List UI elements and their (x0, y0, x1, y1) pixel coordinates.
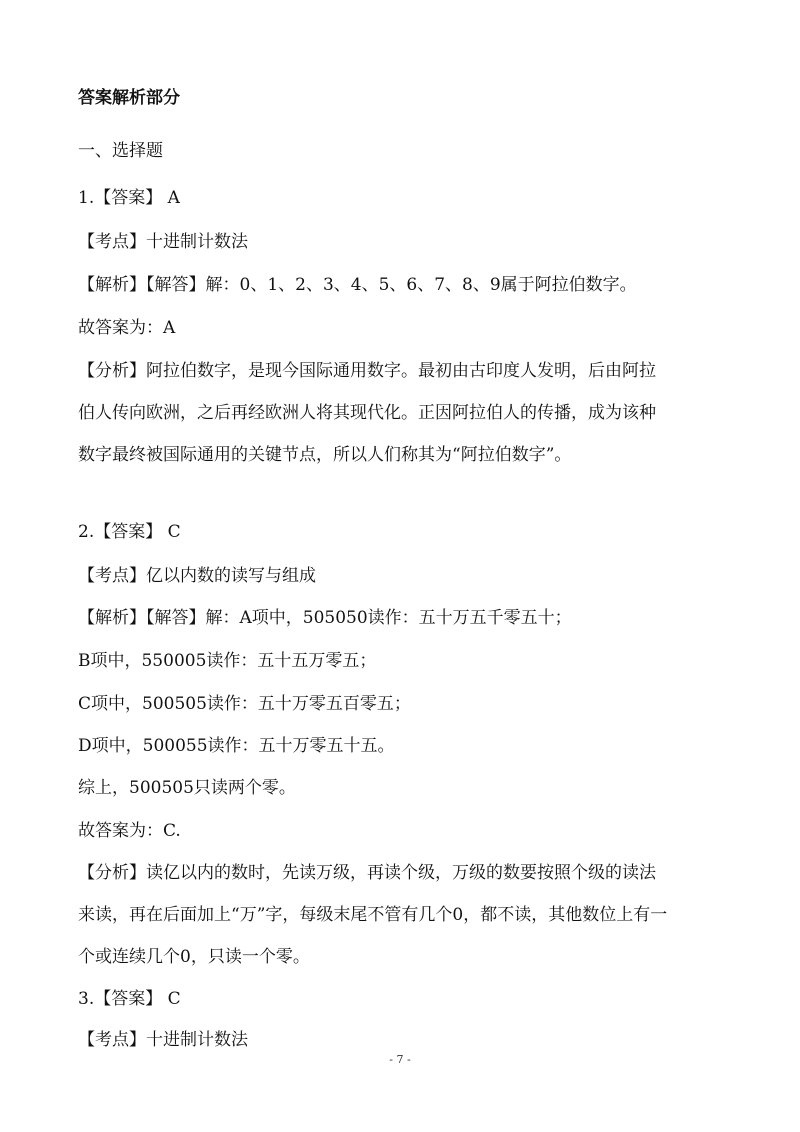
q2-explain-line-2: 来读，再在后面加上“万”字，每级末尾不管有几个0，都不读，其他数位上有一 (78, 905, 668, 925)
q1-analysis: 【解析】【解答】解：0、1、2、3、4、5、6、7、8、9属于阿拉伯数字。 (78, 275, 637, 295)
q2-option-d: D项中，500055读作：五十万零五十五。 (78, 736, 395, 756)
q1-answer: 1.【答案】 A (78, 188, 180, 208)
q1-explain-line-3: 数字最终被国际通用的关键节点，所以人们称其为“阿拉伯数字”。 (78, 445, 572, 465)
q3-point: 【考点】十进制计数法 (78, 1030, 248, 1050)
q2-answer: 2.【答案】 C (78, 522, 181, 542)
q2-analysis: 【解析】【解答】解：A项中，505050读作：五十万五千零五十； (78, 608, 572, 628)
q2-option-c: C项中，500505读作：五十万零五百零五； (78, 694, 411, 714)
section-heading: 一、选择题 (78, 141, 163, 161)
q3-answer: 3.【答案】 C (78, 989, 181, 1009)
page-number: - 7 - (389, 1053, 411, 1066)
q2-explain-line-3: 个或连续几个0，只读一个零。 (78, 947, 310, 967)
q1-explain-line-1: 【分析】阿拉伯数字，是现今国际通用数字。最初由古印度人发明，后由阿拉 (78, 361, 656, 381)
q1-explain-line-2: 伯人传向欧洲，之后再经欧洲人将其现代化。正因阿拉伯人的传播，成为该种 (78, 403, 656, 423)
q1-point: 【考点】十进制计数法 (78, 232, 248, 252)
document-title: 答案解析部分 (78, 88, 180, 108)
q1-conclusion: 故答案为：A (78, 318, 176, 338)
q2-summary: 综上，500505只读两个零。 (78, 778, 296, 798)
q2-conclusion: 故答案为：C. (78, 821, 181, 841)
q2-point: 【考点】亿以内数的读写与组成 (78, 566, 316, 586)
q2-option-b: B项中，550005读作：五十五万零五； (78, 651, 377, 671)
q2-explain-line-1: 【分析】读亿以内的数时，先读万级，再读个级，万级的数要按照个级的读法 (78, 863, 656, 883)
